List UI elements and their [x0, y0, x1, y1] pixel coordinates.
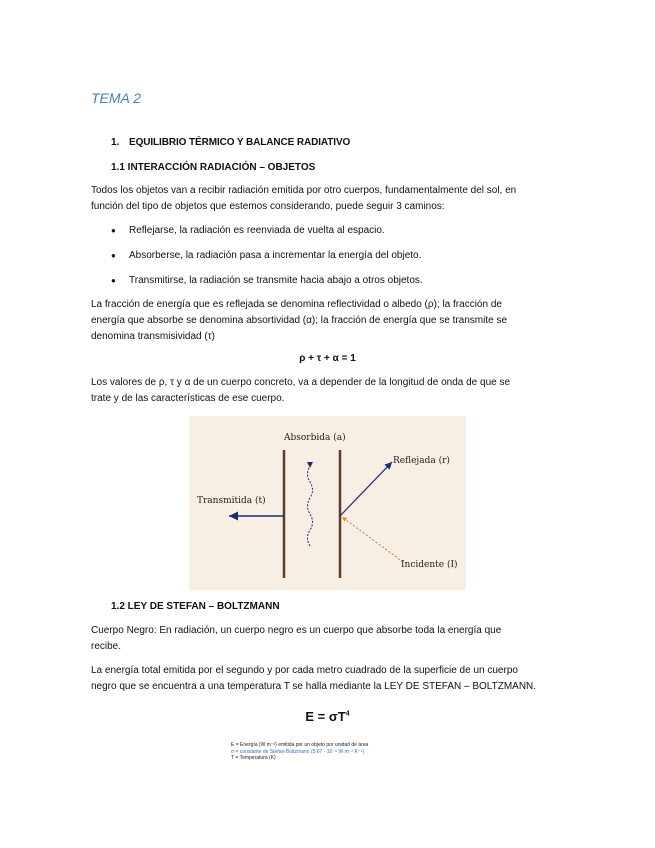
equation-legend: [231, 742, 368, 762]
intro-line: Todos los objetos van a recibir radiación emitida por otro cuerpos, fundamentalmente del sol, en: [91, 185, 517, 196]
absorbed-wave-arrow: [308, 466, 313, 546]
stefan-boltzmann-equation: [0, 709, 655, 724]
reflected-arrow: [340, 462, 392, 516]
list-item: [111, 225, 385, 236]
energy-line: La energía total emitida por el segundo y por cada metro cuadrado de la superficie de un cuerpo: [91, 665, 518, 676]
list-item: [111, 275, 423, 286]
fraction-line: denomina transmisividad (τ): [91, 331, 215, 342]
subsection-heading-1-2: 1.2 LEY DE STEFAN – BOLTZMANN: [111, 601, 280, 612]
section-number: 1.: [111, 137, 120, 148]
subsection-heading-1-1: 1.1 INTERACCIÓN RADIACIÓN – OBJETOS: [111, 162, 316, 173]
list-item: [111, 250, 421, 261]
legend-line: T = Temperatura (K): [231, 755, 276, 761]
fraction-line: energía que absorbe se denomina absortividad (α); la fracción de energía que se transmite se: [91, 315, 508, 326]
chapter-title: TEMA 2: [91, 90, 142, 106]
balance-formula: ρ + τ + α = 1: [299, 353, 356, 364]
intro-paragraph: [91, 183, 565, 215]
energy-line: negro que se encuentra a una temperatura T se halla mediante la LEY DE STEFAN – BOLTZMANN.: [91, 681, 537, 692]
list-item-text: Reflejarse, la radiación es reenviada de vuelta al espacio.: [129, 225, 385, 236]
incident-label: Incidente (I): [401, 560, 458, 570]
legend-line: E = Energía (W m⁻²) emitida por un objeto por unidad de área: [231, 742, 369, 748]
intro-line: función del tipo de objetos que estemos considerando, puede seguir 3 caminos:: [91, 201, 445, 212]
blackbody-line: recibe.: [91, 641, 122, 652]
equation-exponent: 4: [345, 710, 350, 718]
radiation-diagram: [189, 416, 466, 590]
bullet-icon: ●: [111, 251, 116, 260]
bullet-icon: ●: [111, 276, 116, 285]
reflected-label: Reflejada (r): [393, 456, 450, 466]
values-line: Los valores de ρ, τ y α de un cuerpo concreto, va a depender de la longitud de onda de que se: [91, 377, 511, 388]
bullet-icon: ●: [111, 226, 116, 235]
absorbed-label: Absorbida (a): [284, 433, 346, 443]
fraction-paragraph: [91, 297, 565, 345]
section-title: EQUILIBRIO TÉRMICO Y BALANCE RADIATIVO: [129, 137, 351, 148]
energy-paragraph: [91, 663, 565, 695]
blackbody-line: Cuerpo Negro: En radiación, un cuerpo negro es un cuerpo que absorbe toda la energía que: [91, 625, 502, 636]
blackbody-paragraph: [91, 623, 565, 655]
fraction-line: La fracción de energía que es reflejada se denomina reflectividad o albedo (ρ); la fracción de: [91, 299, 502, 310]
values-line: trate y de las características de ese cuerpo.: [91, 393, 285, 404]
incident-arrow: [342, 517, 403, 562]
list-item-text: Transmitirse, la radiación se transmite hacia abajo a otros objetos.: [129, 275, 423, 286]
section-heading: [111, 137, 350, 148]
equation-base: E = σT: [305, 709, 346, 724]
list-item-text: Absorberse, la radiación pasa a incrementar la energía del objeto.: [129, 250, 422, 261]
legend-line: σ = constante de Stefan-Boltzmann (5.67 · 10⁻⁸ W m⁻² K⁻⁴): [231, 748, 365, 755]
values-paragraph: [91, 375, 565, 407]
transmitted-label: Transmitida (t): [197, 496, 266, 506]
